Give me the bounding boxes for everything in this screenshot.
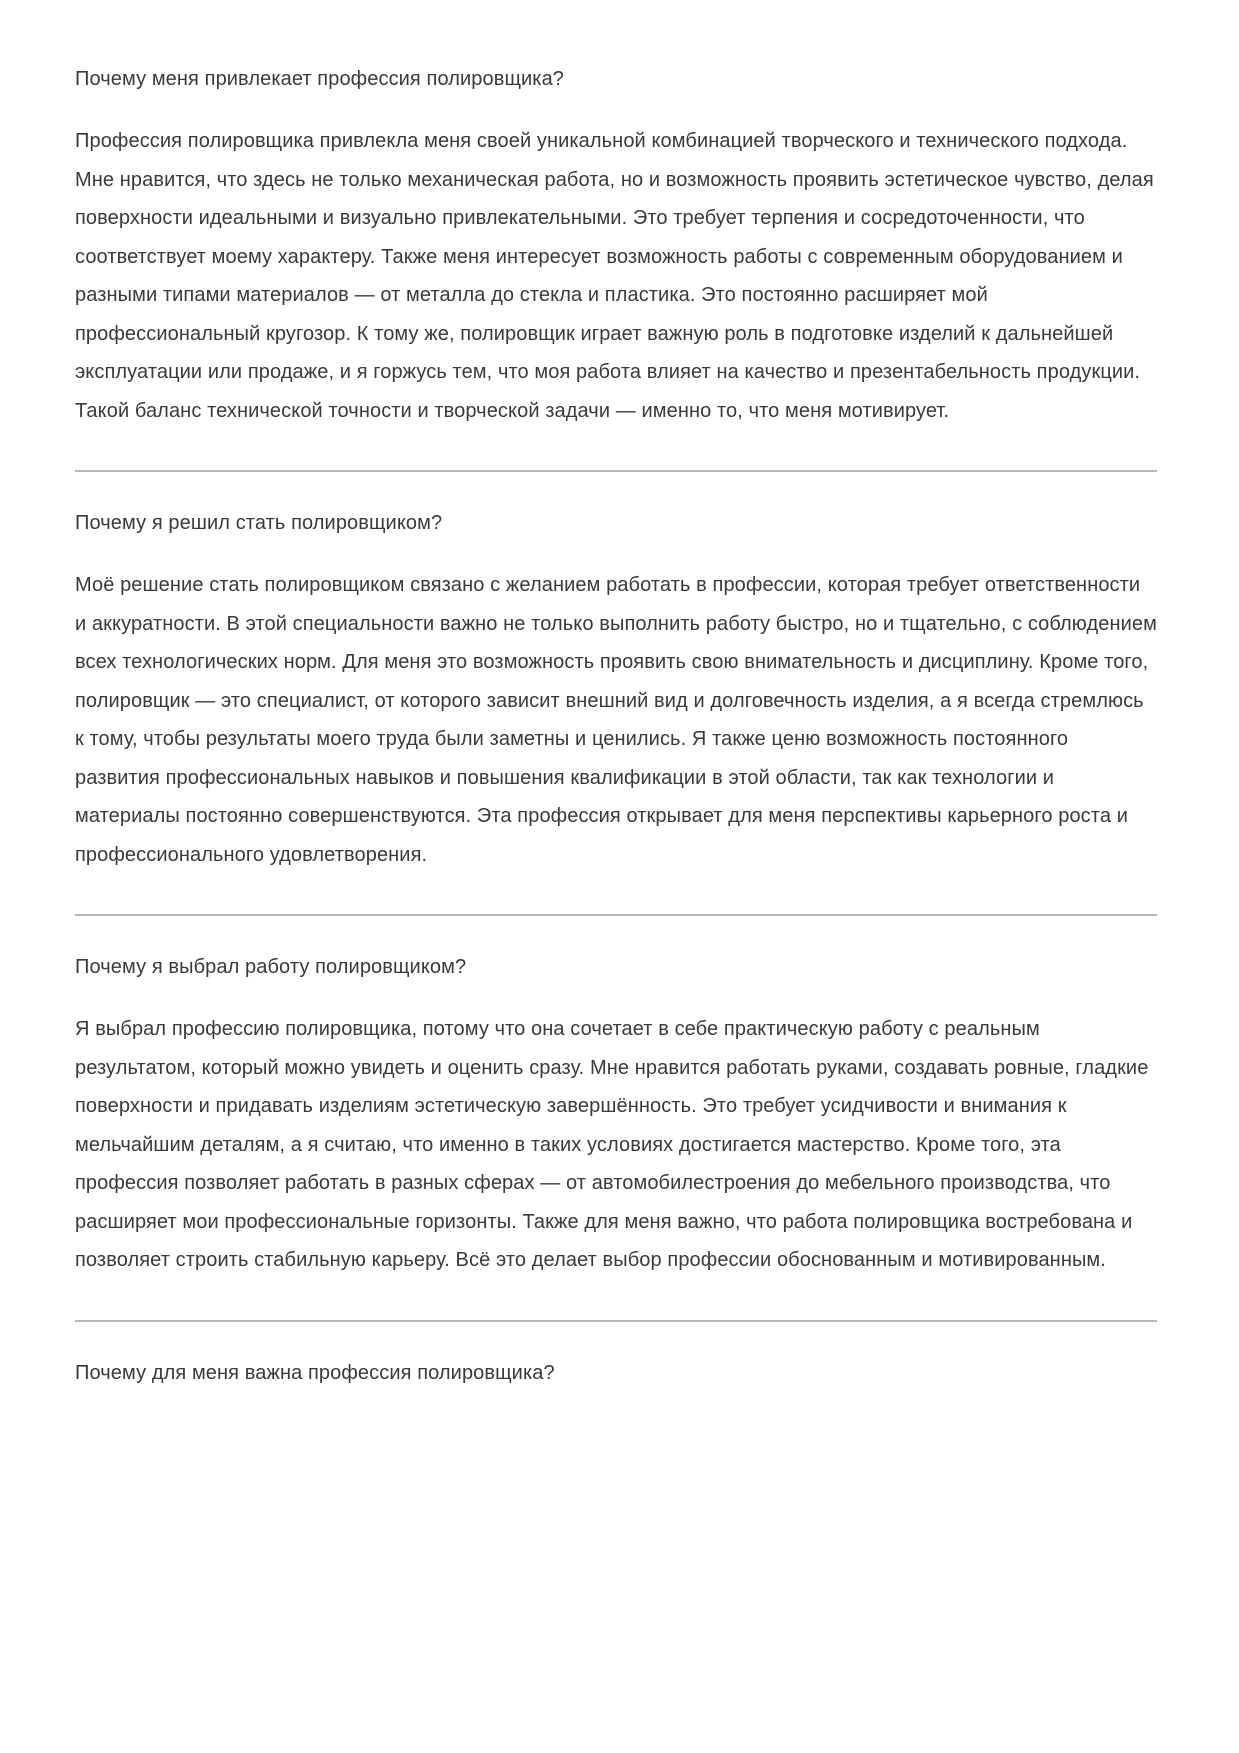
document-section <box>75 64 1157 430</box>
section-paragraph: Профессия полировщика привлекла меня своей уникальной комбинацией творческого и технического подхода. Мне нравится, что здесь не только механическая работа, но и возможность проявить эстетическое чувство, делая поверхности идеальными и визуально привлекательными. Это требует терпения и сосредоточенности, что соответствует моему характеру. Также меня интересует возможность работы с современным оборудованием и разными типами материалов — от металла до стекла и пластика. Это постоянно расширяет мой профессиональный кругозор. К тому же, полировщик играет важную роль в подготовке изделий к дальнейшей эксплуатации или продаже, и я горжусь тем, что моя работа влияет на качество и презентабельность продукции. Такой баланс технической точности и творческой задачи — именно то, что меня мотивирует. <box>75 130 1154 422</box>
section-divider <box>75 470 1157 472</box>
section-divider <box>75 1320 1157 1322</box>
section-heading: Почему я решил стать полировщиком? <box>75 512 443 534</box>
section-paragraph: Моё решение стать полировщиком связано с желанием работать в профессии, которая требует ответственности и аккуратности. В этой специальности важно не только выполнить работу быстро, но и тщательно, с соблюдением всех технологических норм. Для меня это возможность проявить свою внимательность и дисциплину. Кроме того, полировщик — это специалист, от которого зависит внешний вид и долговечность изделия, а я всегда стремлюсь к тому, чтобы результаты моего труда были заметны и ценились. Я также ценю возможность постоянного развития профессиональных навыков и повышения квалификации в этой области, так как технологии и материалы постоянно совершенствуются. Эта профессия открывает для меня перспективы карьерного роста и профессионального удовлетворения. <box>75 574 1157 866</box>
document-section <box>75 1358 1157 1388</box>
section-heading: Почему меня привлекает профессия полировщика? <box>75 68 565 90</box>
section-heading: Почему для меня важна профессия полировщика? <box>75 1361 555 1384</box>
document-section <box>75 952 1157 1280</box>
section-divider <box>75 914 1157 916</box>
section-heading: Почему я выбрал работу полировщиком? <box>75 956 467 978</box>
document-section <box>75 508 1157 874</box>
section-paragraph: Я выбрал профессию полировщика, потому что она сочетает в себе практическую работу с реальным результатом, который можно увидеть и оценить сразу. Мне нравится работать руками, создавать ровные, гладкие поверхности и придавать изделиям эстетическую завершённость. Это требует усидчивости и внимания к мельчайшим деталям, а я считаю, что именно в таких условиях достигается мастерство. Кроме того, эта профессия позволяет работать в разных сферах — от автомобилестроения до мебельного производства, что расширяет мои профессиональные горизонты. Также для меня важно, что работа полировщика востребована и позволяет строить стабильную карьеру. Всё это делает выбор профессии обоснованным и мотивированным. <box>75 1018 1149 1271</box>
